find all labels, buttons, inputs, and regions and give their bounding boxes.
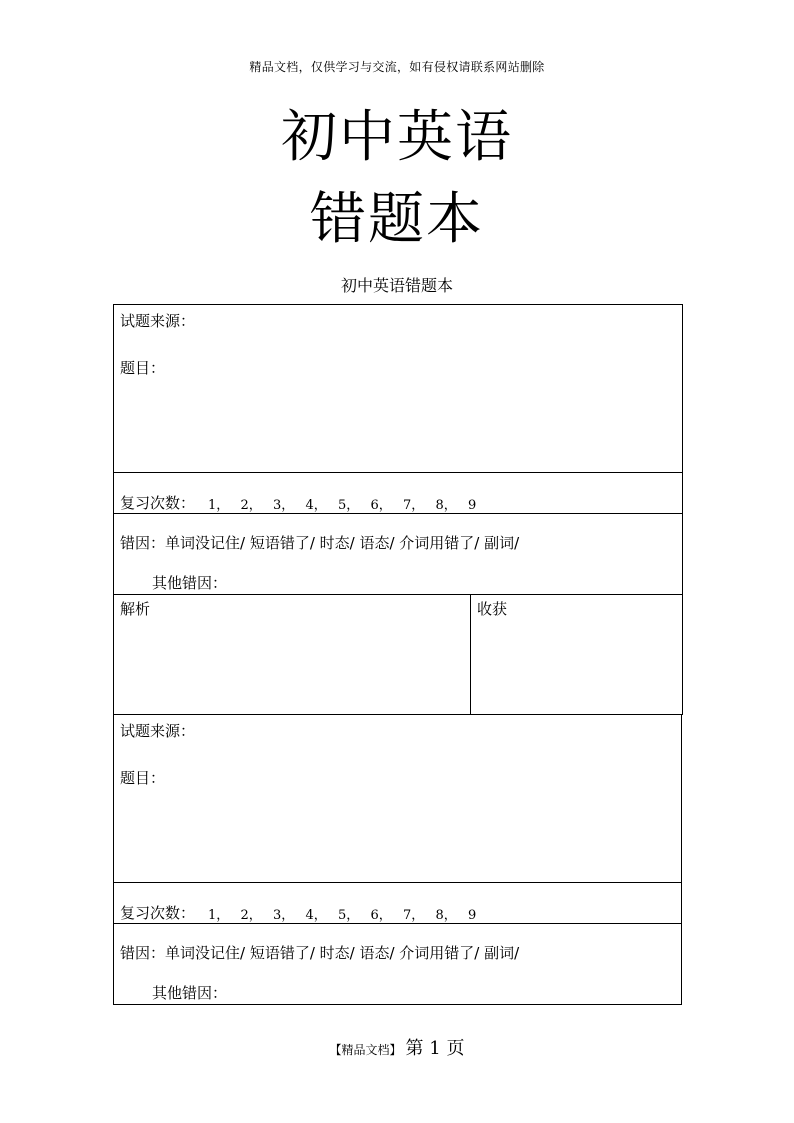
review-number: 1，	[208, 908, 230, 923]
gain-label: 收获	[477, 600, 508, 618]
page-title-line1: 初中英语	[281, 105, 513, 170]
review-count-cell	[114, 883, 682, 924]
question-label: 题目：	[120, 769, 166, 787]
review-number: 6，	[370, 908, 392, 923]
page-title-line2: 错题本	[310, 187, 484, 252]
review-label: 复习次数：	[120, 904, 196, 922]
review-number: 4，	[305, 498, 327, 513]
review-number: 6，	[370, 498, 392, 513]
review-number: 2，	[240, 908, 262, 923]
header-note: 精品文档，仅供学习与交流，如有侵权请联系网站删除	[249, 60, 545, 74]
question-label: 题目：	[120, 359, 166, 377]
gain-cell	[471, 595, 683, 715]
review-number: 5，	[338, 498, 360, 513]
error-cause-options: 错因：单词没记住/ 短语错了/ 时态/ 语态/ 介词用错了/ 副词/	[120, 534, 520, 552]
other-cause-label: 其他错因：	[152, 574, 228, 592]
review-numbers	[208, 904, 501, 923]
error-cause-cell	[114, 924, 682, 1005]
question-cell	[114, 305, 683, 473]
review-number: 8，	[435, 908, 457, 923]
page-number: 第 1 页	[405, 1038, 465, 1059]
error-cause-cell	[114, 514, 683, 595]
review-number: 5，	[338, 908, 360, 923]
review-number: 3，	[273, 908, 295, 923]
page-footer	[0, 1034, 794, 1060]
analysis-label: 解析	[120, 600, 151, 618]
review-number: 2，	[240, 498, 262, 513]
error-record-table-1	[113, 304, 683, 715]
review-number: 1，	[208, 498, 230, 513]
error-record-table-2	[113, 714, 682, 1005]
review-number: 3，	[273, 498, 295, 513]
review-number: 9	[468, 498, 477, 513]
review-number: 7，	[403, 908, 425, 923]
other-cause-label: 其他错因：	[152, 984, 228, 1002]
footer-brand: 【精品文档】	[329, 1043, 402, 1057]
source-label: 试题来源：	[120, 722, 196, 740]
review-label: 复习次数：	[120, 494, 196, 512]
review-number: 4，	[305, 908, 327, 923]
review-number: 9	[468, 908, 477, 923]
review-number: 8，	[435, 498, 457, 513]
source-label: 试题来源：	[120, 312, 196, 330]
review-count-cell	[114, 473, 683, 514]
error-cause-options: 错因：单词没记住/ 短语错了/ 时态/ 语态/ 介词用错了/ 副词/	[120, 944, 520, 962]
review-number: 7，	[403, 498, 425, 513]
subtitle: 初中英语错题本	[340, 276, 453, 295]
review-numbers	[208, 494, 501, 513]
analysis-cell	[114, 595, 471, 715]
question-cell	[114, 715, 682, 883]
